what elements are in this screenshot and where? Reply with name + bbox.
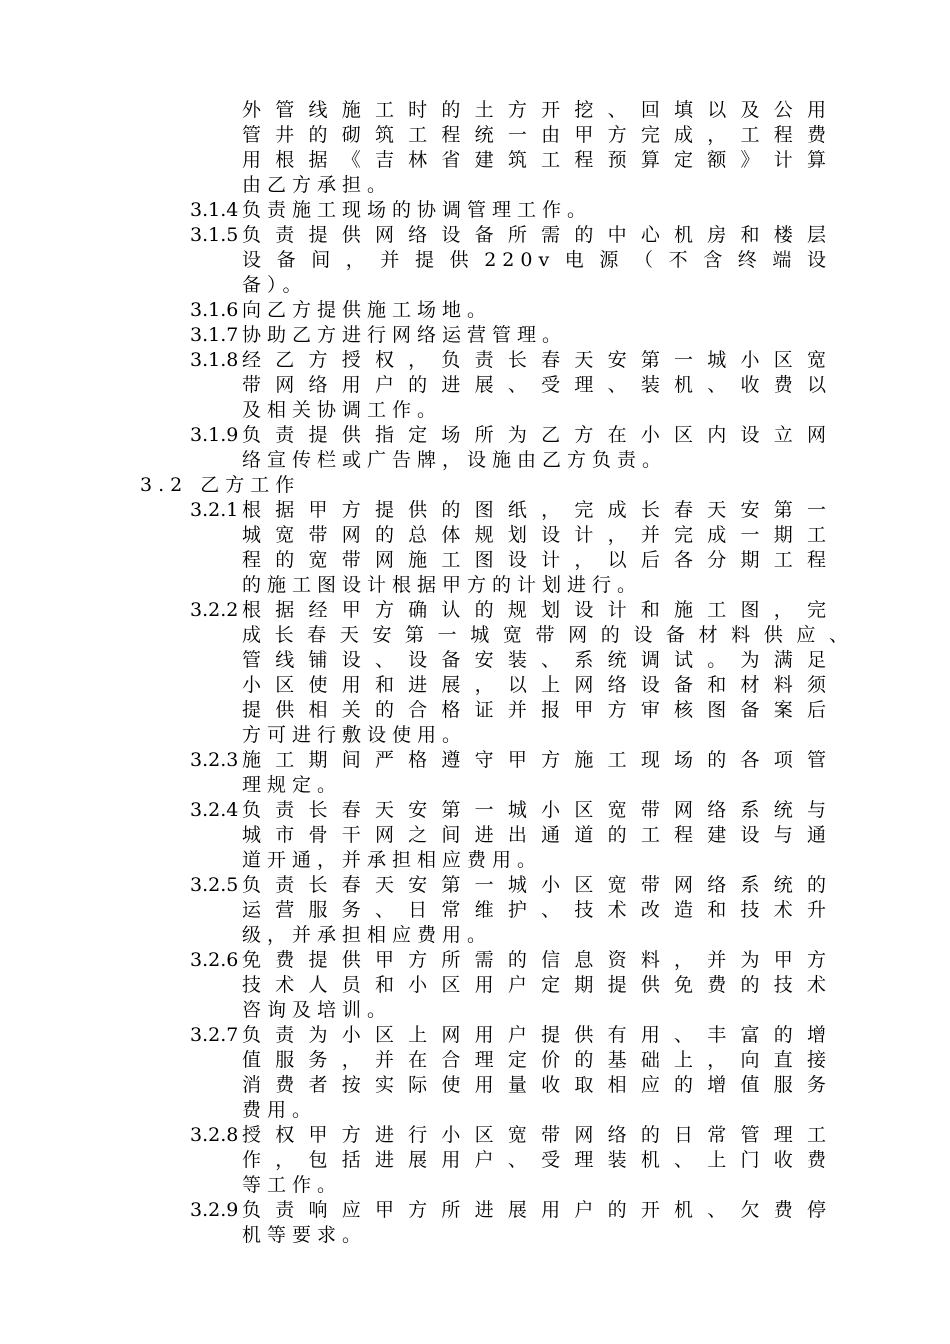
clause-number: 3.1.5	[190, 224, 239, 246]
text-line: 免费提供甲方所需的信息资料，并为甲方	[242, 949, 832, 971]
text-line: 小区使用和进展，以上网络设备和材料须	[242, 674, 832, 696]
text-line: 值服务，并在合理定价的基础上，向直接	[242, 1049, 832, 1071]
text-line: 负责为小区上网用户提供有用、丰富的增	[242, 1024, 832, 1046]
clause-number: 3.2.6	[190, 949, 239, 971]
text-line: 络宣传栏或广告牌，设施由乙方负责。	[242, 449, 668, 471]
text-line: 消费者按实际使用量收取相应的增值服务	[242, 1074, 832, 1096]
clause-number: 3.2.7	[190, 1024, 239, 1046]
text-line: 授权甲方进行小区宽带网络的日常管理工	[242, 1124, 832, 1146]
text-line: 费用。	[242, 1099, 318, 1121]
clause-number: 3.2.9	[190, 1199, 239, 1221]
text-line: 理规定。	[242, 774, 343, 796]
clause-number: 3.1.7	[190, 324, 239, 346]
text-line: 机等要求。	[242, 1224, 368, 1246]
section-heading: 3.2 乙方工作	[140, 474, 301, 496]
text-line: 运营服务、日常维护、技术改造和技术升	[242, 899, 832, 921]
clause-number: 3.2.5	[190, 874, 239, 896]
clause-number: 3.1.8	[190, 349, 239, 371]
text-line: 根据甲方提供的图纸，完成长春天安第一	[242, 499, 832, 521]
text-line: 负责提供网络设备所需的中心机房和楼层	[242, 224, 832, 246]
clause-number: 3.1.9	[190, 424, 239, 446]
text-line: 带网络用户的进展、受理、装机、收费以	[242, 374, 832, 396]
text-line: 用根据《吉林省建筑工程预算定额》计算	[242, 149, 832, 171]
text-line: 负责长春天安第一城小区宽带网络系统的	[242, 874, 832, 896]
text-line: 管井的砌筑工程统一由甲方完成，工程费	[242, 124, 832, 146]
clause-number: 3.2.2	[190, 599, 239, 621]
text-line: 经乙方授权，负责长春天安第一城小区宽	[242, 349, 832, 371]
text-line: 向乙方提供施工场地。	[242, 299, 493, 321]
text-line: 由乙方承担。	[242, 174, 393, 196]
clause-number: 3.2.4	[190, 799, 239, 821]
text-line: 负责响应甲方所进展用户的开机、欠费停	[242, 1199, 832, 1221]
text-line: 负责施工现场的协调管理工作。	[242, 199, 593, 221]
text-line: 根据经甲方确认的规划设计和施工图，完	[242, 599, 832, 621]
text-line: 级，并承担相应费用。	[242, 924, 493, 946]
text-line: 城宽带网的总体规划设计，并完成一期工	[242, 524, 832, 546]
text-line: 技术人员和小区用户定期提供免费的技术	[242, 974, 832, 996]
clause-number: 3.2.1	[190, 499, 239, 521]
text-line: 负责提供指定场所为乙方在小区内设立网	[242, 424, 832, 446]
text-line: 道开通，并承担相应费用。	[242, 849, 543, 871]
text-line: 施工期间严格遵守甲方施工现场的各项管	[242, 749, 832, 771]
text-line: 协助乙方进行网络运营管理。	[242, 324, 568, 346]
text-line: 管线铺设、设备安装、系统调试。为满足	[242, 649, 832, 671]
text-line: 方可进行敷设使用。	[242, 724, 468, 746]
text-line: 城市骨干网之间进出通道的工程建设与通	[242, 824, 832, 846]
clause-number: 3.1.6	[190, 299, 239, 321]
text-line: 咨询及培训。	[242, 999, 393, 1021]
text-line: 及相关协调工作。	[242, 399, 443, 421]
text-line: 备）。	[242, 274, 308, 296]
text-line: 程的宽带网施工图设计，以后各分期工程	[242, 549, 832, 571]
clause-number: 3.1.4	[190, 199, 239, 221]
clause-number: 3.2.3	[190, 749, 239, 771]
text-line: 的施工图设计根据甲方的计划进行。	[242, 574, 643, 596]
text-line: 成长春天安第一城宽带网的设备材料供应、	[242, 624, 854, 646]
text-line: 作，包括进展用户、受理装机、上门收费	[242, 1149, 832, 1171]
text-line: 外管线施工时的土方开挖、回填以及公用	[242, 99, 832, 121]
text-line: 设备间，并提供220v电源（不含终端设	[242, 249, 832, 271]
text-line: 等工作。	[242, 1174, 343, 1196]
clause-number: 3.2.8	[190, 1124, 239, 1146]
text-line: 提供相关的合格证并报甲方审核图备案后	[242, 699, 832, 721]
text-line: 负责长春天安第一城小区宽带网络系统与	[242, 799, 832, 821]
